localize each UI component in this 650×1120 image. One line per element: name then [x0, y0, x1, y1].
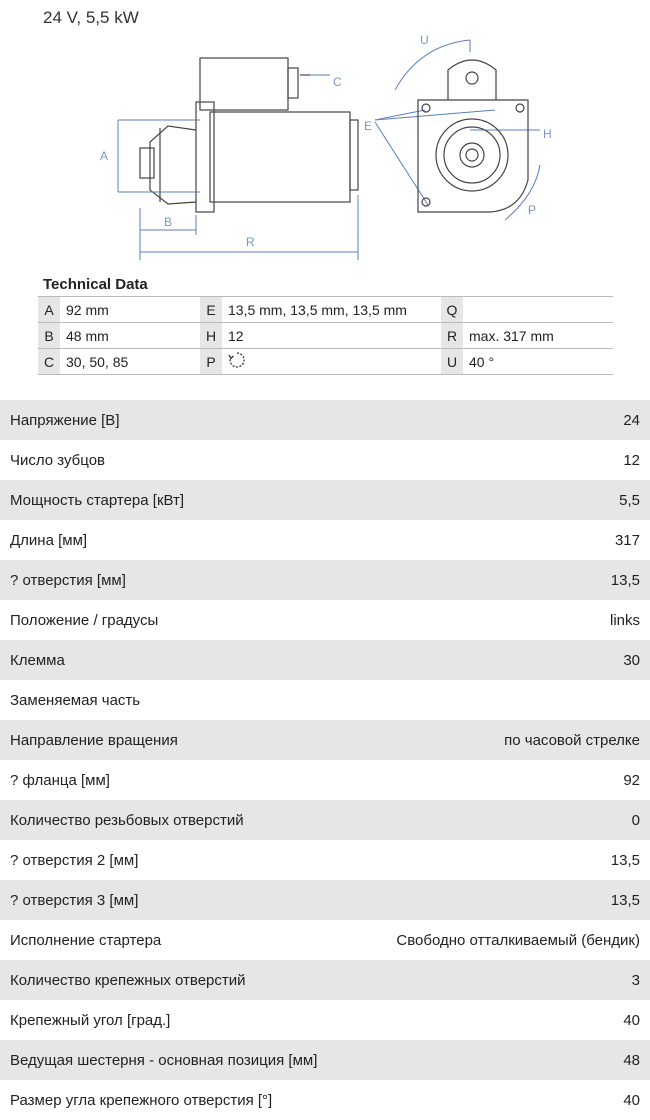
spec-label: Направление вращения [10, 731, 178, 749]
dim-label-r: R [246, 235, 255, 249]
spec-value: 5,5 [619, 491, 640, 509]
spec-row [0, 1000, 650, 1040]
spec-value: links [609, 611, 640, 629]
tech-value [463, 297, 613, 323]
spec-value: по часовой стрелке [504, 731, 640, 749]
tech-value: 12 [222, 323, 441, 349]
spec-row [0, 560, 650, 600]
tech-value: 30, 50, 85 [60, 349, 200, 375]
technical-data-table [38, 296, 613, 375]
clockwise-rotation-icon [228, 351, 246, 369]
spec-label: ? фланца [мм] [10, 771, 110, 789]
spec-value: 3 [631, 971, 640, 989]
spec-value: 317 [614, 531, 640, 549]
dim-label-a: A [100, 149, 109, 163]
spec-row [0, 1040, 650, 1080]
tech-key: E [200, 297, 222, 323]
spec-value: 0 [631, 811, 640, 829]
spec-value: Свободно отталкиваемый (бендик) [396, 931, 640, 949]
spec-row [0, 840, 650, 880]
spec-value: 40 [623, 1011, 640, 1029]
spec-row [0, 760, 650, 800]
spec-value: 48 [623, 1051, 640, 1069]
spec-label: Положение / градусы [10, 611, 159, 629]
tech-key: P [200, 349, 222, 375]
spec-label: ? отверстия [мм] [10, 571, 126, 589]
starter-drawing [0, 30, 650, 270]
spec-row [0, 680, 650, 720]
tech-value: 13,5 mm, 13,5 mm, 13,5 mm [222, 297, 441, 323]
tech-key: C [38, 349, 60, 375]
spec-row [0, 920, 650, 960]
spec-value: 40 [623, 1091, 640, 1109]
spec-value: 30 [623, 651, 640, 669]
tech-value: 48 mm [60, 323, 200, 349]
tech-key: U [441, 349, 463, 375]
spec-label: Длина [мм] [10, 531, 88, 549]
tech-row [38, 297, 613, 323]
spec-value: 24 [623, 411, 640, 429]
spec-row [0, 880, 650, 920]
spec-value: 12 [623, 451, 640, 469]
tech-key: R [441, 323, 463, 349]
spec-value: 92 [623, 771, 640, 789]
tech-value: 40 ° [463, 349, 613, 375]
tech-key: A [38, 297, 60, 323]
spec-row [0, 800, 650, 840]
spec-row [0, 1080, 650, 1120]
spec-label: Количество крепежных отверстий [10, 971, 246, 989]
tech-key: B [38, 323, 60, 349]
spec-label: Исполнение стартера [10, 931, 162, 949]
spec-row [0, 400, 650, 440]
spec-row [0, 720, 650, 760]
spec-label: Напряжение [В] [10, 411, 120, 429]
spec-label: Заменяемая часть [10, 691, 141, 709]
dim-label-e: E [364, 119, 373, 133]
product-title: 24 V, 5,5 kW [43, 8, 139, 27]
spec-list [0, 400, 650, 1120]
dim-label-h: H [543, 127, 552, 141]
tech-value: max. 317 mm [463, 323, 613, 349]
technical-data-title: Technical Data [43, 276, 148, 293]
spec-label: Ведущая шестерня - основная позиция [мм] [10, 1051, 318, 1069]
spec-label: Клемма [10, 651, 65, 669]
dim-label-c: C [333, 75, 342, 89]
spec-label: ? отверстия 3 [мм] [10, 891, 139, 909]
spec-row [0, 640, 650, 680]
tech-key: H [200, 323, 222, 349]
rotation-icon-cell [222, 349, 441, 375]
dim-label-p: P [528, 203, 537, 217]
spec-row [0, 440, 650, 480]
spec-label: Количество резьбовых отверстий [10, 811, 244, 829]
spec-label: Размер угла крепежного отверстия [°] [10, 1091, 273, 1109]
spec-row [0, 480, 650, 520]
tech-row [38, 323, 613, 349]
tech-value: 92 mm [60, 297, 200, 323]
spec-row [0, 960, 650, 1000]
spec-label: Мощность стартера [кВт] [10, 491, 185, 509]
spec-row [0, 520, 650, 560]
dim-label-b: B [164, 215, 173, 229]
spec-label: Крепежный угол [град.] [10, 1011, 171, 1029]
spec-value: 13,5 [610, 851, 640, 869]
tech-row [38, 349, 613, 375]
spec-label: Число зубцов [10, 451, 106, 469]
spec-label: ? отверстия 2 [мм] [10, 851, 139, 869]
dim-label-u: U [420, 33, 429, 47]
tech-key: Q [441, 297, 463, 323]
spec-value: 13,5 [610, 891, 640, 909]
spec-row [0, 600, 650, 640]
spec-value: 13,5 [610, 571, 640, 589]
